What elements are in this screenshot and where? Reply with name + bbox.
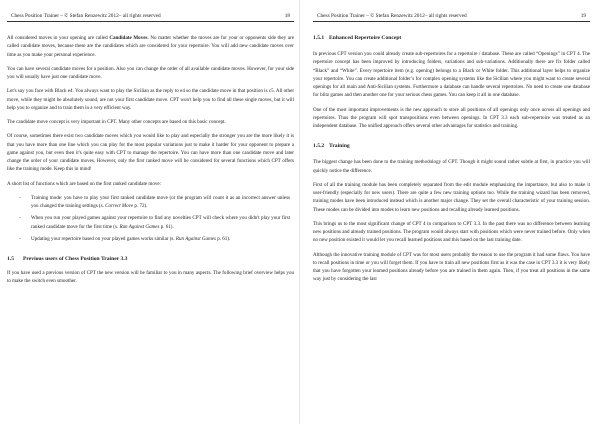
bold-term: Candidate Moves (109, 35, 148, 41)
function-list (7, 194, 294, 243)
paragraph: The candidate move concept is very important in CPT. Many other concepts are based on this basic concept. (7, 119, 226, 125)
list-item: - Training mode: you have to play your first ranked candidate move (or the program will count it as an incorrect answer unless you changed the training settings (s. Correct Move p. 72). (19, 194, 290, 209)
paragraph: In previous CPT version you could already create sub-repertoires for a repertoire / database. These are called “Openings” in CPT 4. The repertoire concept has been improved by introducing folders, variations and sub-variations. Additionally there are fix folder called “Black” and “White”. Every repertoire item (e.g. opening) belongs to a Black or White folder. This additional layer helps to organize your repertoire. You can create additional folder’s for complex opening systems like the Sicilian where you might want to create several openings for all main and Anti-Sicilian systems. Furthermore a database can handle several repertoires. No need to create one database for blitz games and then another one for your serious chess games. You can keep it all in one database. (313, 51, 590, 99)
paragraph: The biggest change has been done to the training methodology of CPT. Though it might sound rather subtle at first, in practice you will quickly notice the difference. (313, 159, 590, 174)
page-number: 18 (284, 13, 290, 19)
subsection-heading: 1.5.1 Enhanced Repertoire Concept (313, 35, 402, 41)
paragraph: This brings us to the most significant change of CPT 4 in comparison to CPT 3.3. In the past there was no difference between learning new positions and already trained positions. The program would always start with positions which were never trained before. Only when no new position existed it would let you recall learned positions and this based on the last training date. (313, 220, 590, 244)
paragraph: If you have used a previous version of CPT the new version will be familiar to you in many aspects. The following brief overview helps you to make the switch even smoother. (7, 270, 294, 285)
header-title: Chess Position Trainer – © Stefan Renzewitz 2012– all rights reserved (317, 13, 467, 19)
paragraph: One of the most important improvements is the new approach to store all positions of all openings only once across all openings and repertoires. Thus the program will spot transpositions even between openings. In CPT 3.3 each sub-repertoire was treated as an independent database. The unified approach offers several other advantages for statistics and training. (313, 106, 590, 129)
paragraph: A short list of functions which are based on the first ranked candidate move: (7, 180, 162, 187)
paragraph: All considered moves in your opening are called Candidate Moves. No matter whether the moves are for your or opponents side they are called candidate moves, because these are the candidates which are considered for your repertoire. You will add new candidate moves over time as you make your personal experience. (7, 35, 295, 58)
paragraph: Although the innovative training module of CPT was for most users probably the reason to use the program it had some flaws. You have to recall positions in time or you will forget them. If you have to train all new positions first as it was the case in CPT 3.3 it is very likely that you have forgotten your learned positions already before you are trained in them again. Then, if you treat all positions in the same way just by considering the last (313, 251, 590, 283)
right-page (300, 0, 600, 424)
page-number: 19 (580, 13, 586, 19)
list-item: - When you run your played games against your repertoire to find any novelties CPT will check where you didn't play your first ranked candidate move for the first time (s. Run Against Games p. 61). (19, 215, 290, 230)
paragraph: Of course, sometimes there exist two candidate moves which you would like to play and especially the stronger you are the more likely it is that you have more than one line which you can play for the most popular variations just to make it harder for your opponent to prepare a game against you, but even then it's quite easy with CPT to manage the repertoire. You can have more than one candidate move and later change the order of your candidate moves. However, only the first ranked move will be considered for several functions which CPT offers like the training mode. Keep this in mind! (7, 133, 294, 173)
paragraph: First of all the training module has been completely separated from the edit module emphasizing the importance, but also to make it user-friendly (especially for new users). There are quite a few new training options too. While the training wizard has been removed, training modes have been introduced instead which is another major change. They set the overall characteristic of your training session. These modes can be divided into modes to learn new positions and recalling already learned positions. (313, 181, 590, 213)
paragraph: Let's say you face with Black e4. You always want to play the Sicilian as the reply to e4 so the candidate move in that position is c5. All other move, while they might be absolutely sound, are not your first candidate move. CPT won't help you to find all these single moves, but it will help you to organize and to train them in a very efficient way. (7, 88, 294, 111)
header-title: Chess Position Trainer – © Stefan Renzewitz 2012– all rights reserved (11, 13, 161, 19)
section-heading: 1.5 Previous users of Chess Position Trainer 3.3 (7, 256, 128, 262)
paragraph: You can have several candidate moves for a position. Also you can change the order of all available candidate moves. However, for your side you will usually have just one candidate move. (7, 65, 294, 80)
list-item: - Updating your repertoire based on your played games works similar (s. Run Against Games p. 61). (19, 235, 231, 242)
page-header (313, 13, 590, 22)
subsection-heading: 1.5.2 Training (313, 143, 350, 150)
page-header (7, 13, 294, 22)
